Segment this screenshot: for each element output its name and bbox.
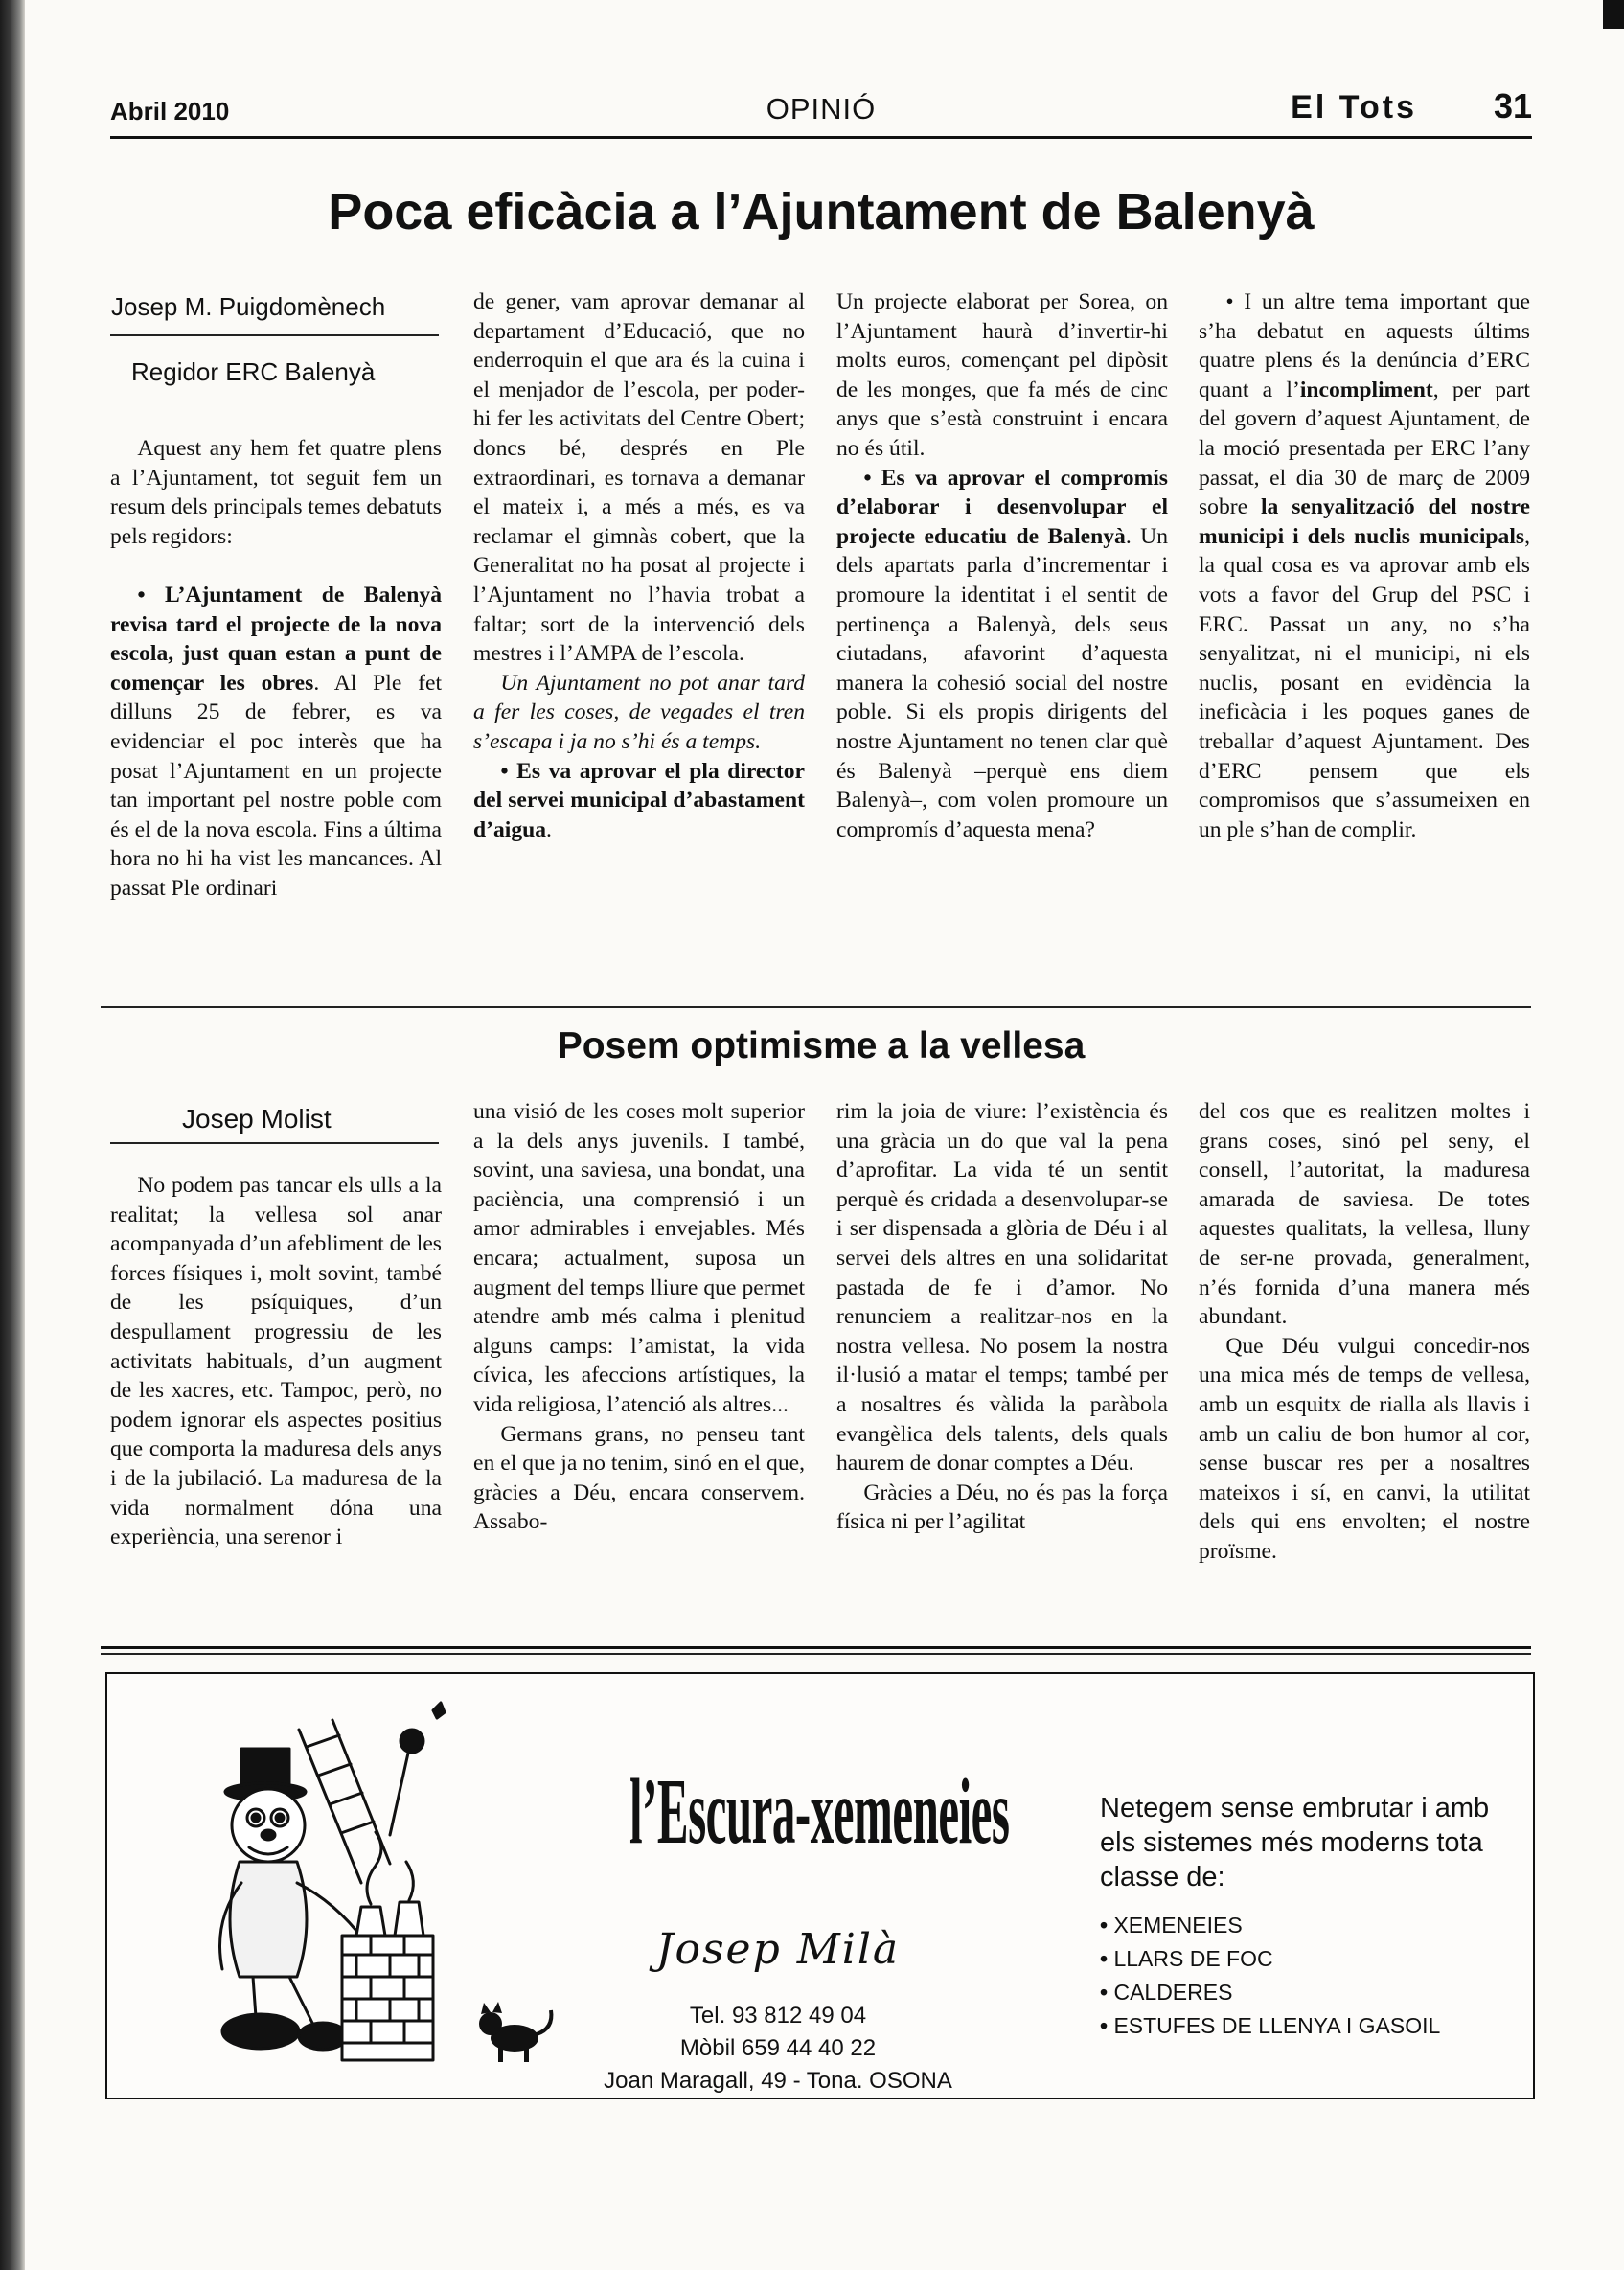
article2-column-1 xyxy=(110,1171,442,1552)
article-divider xyxy=(101,1006,1531,1008)
article1-water-text: Un projecte elaborat per Sorea, on l’Ajuntament haurà d’invertir-hi molts euros, començant pel dipòsit de les monges, que fa més de cinc anys que s’està construint i encara no és útil. xyxy=(836,289,1168,461)
service-item: • CALDERES xyxy=(1100,1976,1512,2009)
article1-paragraph-signage xyxy=(1199,287,1530,844)
article2-author-rule xyxy=(110,1142,439,1144)
article2-title: Posem optimisme a la vellesa xyxy=(557,1025,1086,1066)
article1-column-3 xyxy=(836,287,1168,844)
article2-paragraph-1a: No podem pas tancar els ulls a la realitat; la vellesa sol anar acompanyada d’un afebliment de les forces físiques i, molt sovint, també de les psíquiques, d’un despullament progressiu de les activitats habituals, d’un augment de les xacres, etc. Tampoc, però, no podem ignorar els aspectes positius que comporta la maduresa dels anys i de la jubilació. La maduresa de la vida normalment dóna una experiència, una serenor i xyxy=(110,1173,442,1550)
article2-paragraph-3a: Gràcies a Déu, no és pas la força física ni per l’agilitat xyxy=(836,1479,1168,1535)
article1-column-1 xyxy=(110,434,442,551)
article2-author: Josep Molist xyxy=(182,1104,332,1134)
article2-paragraph-1b: una visió de les coses molt superior a la dels anys juvenils. I també, sovint, una saviesa, una bondat, una paciència, una comprensió i un amor admirables i envejables. Més encara; actualment, suposa un augment del temps lliure que permet atendre amb més calma i plenitud alguns camps: l’amistat, la vida cívica, les afeccions artístiques, la vida religiosa, l’atenció als altres... xyxy=(473,1099,805,1417)
ad-divider-top xyxy=(101,1646,1531,1649)
article2-column-3 xyxy=(836,1097,1168,1537)
page-header xyxy=(110,86,1532,139)
chimney-sweep-illustration xyxy=(165,1691,481,2084)
advertisement-phone: Tel. 93 812 49 04 xyxy=(689,2003,867,2029)
advertisement-mobile: Mòbil 659 44 40 22 xyxy=(679,2035,877,2061)
article1-education-heading: • Es va aprovar el compromís d’elaborar i desenvolupar el projecte educatiu de Balenyà xyxy=(836,465,1168,549)
article1-paragraph-intro: Aquest any hem fet quatre plens a l’Ajuntament, tot seguit fem un resum dels principals temes debatuts pels regidors: xyxy=(110,436,442,549)
article1-education-text: . Un dels apartats parla d’incrementar i promoure la identitat i el sentit de pertinença a Balenyà, dels seus ciutadans, afavorint d’aquesta manera la cohesió social del nostre poble. Si els propis dirigents del nostre Ajuntament no tenen clar què és Balenyà –perquè ens diem Balenyà–, com volen promoure un compromís d’aquesta mena? xyxy=(836,523,1168,842)
advertisement-brand-name: l’Escura-xemeneies xyxy=(629,1760,1010,1864)
ad-divider-bottom xyxy=(101,1653,1531,1655)
article2-column-2 xyxy=(473,1097,805,1537)
article2-paragraph-2a: Germans grans, no penseu tant en el que ja no tenim, sinó en el que, gràcies a Déu, encara conservem. Assabo- xyxy=(473,1421,805,1535)
service-item: • LLARS DE FOC xyxy=(1100,1942,1512,1976)
article1-signage-text-a: • I un altre tema important que s’ha debatut en aquests últims quatre plens és la denúncia d’ERC quant a l’ xyxy=(1199,289,1530,402)
article1-signage-text-b: , per part del govern d’aquest Ajuntament, de la moció presentada per ERC l’any passat, el dia 30 de març de 2009 sobre xyxy=(1199,377,1530,520)
advertisement-contact xyxy=(519,2000,1037,2098)
advertisement-box xyxy=(105,1672,1535,2099)
article1-paragraph-water: • Es va aprovar el pla director del servei municipal d’abastament d’aigua. xyxy=(473,758,805,842)
page-corner-mark xyxy=(1603,0,1624,29)
header-page-number: 31 xyxy=(1493,86,1532,126)
header-date: Abril 2010 xyxy=(110,97,230,126)
advertisement-service-list xyxy=(1100,1909,1512,2043)
article1-signage-bold-a: incompliment xyxy=(1299,377,1433,402)
article1-paragraph-school xyxy=(110,581,442,904)
header-magazine-name: El Tots xyxy=(1291,89,1417,126)
article1-paragraph-education xyxy=(836,464,1168,845)
article1-column-2 xyxy=(473,287,805,844)
article1-water-heading: • Es va aprovar el pla director del servei municipal d’abastament d’aigua xyxy=(473,758,805,842)
advertisement-slogan: Netegem sense embrutar i amb els sistemes més moderns tota classe de: xyxy=(1100,1793,1490,1892)
article2-paragraph-3b: del cos que es realitzen moltes i grans coses, sinó pel seny, el consell, l’autoritat, la maduresa amarada de saviesa. De totes aquestes qualitats, la vellesa, lluny de ser-ne provada, generalment, n’és fornida d’una manera més abundant. xyxy=(1199,1099,1530,1330)
article1-author-rule xyxy=(110,334,439,336)
article2-paragraph-2b: rim la joia de viure: l’existència és una gràcia un do que val la pena d’aprofitar. La vida té un sentit perquè és cridada a desenvolupar-se i ser dispensada a glòria de Déu i al servei dels altres en una solidaritat pastada de fe i d’amor. No renunciem a realitzar-nos en la nostra vellesa. No posem la nostra il·lusió a matar el temps; també per a nosaltres és vàlida la paràbola evangèlica dels talents, dels quals haurem de donar comptes a Déu. xyxy=(836,1099,1168,1477)
page-binding-shadow xyxy=(0,0,25,2270)
advertisement-signature: Josep Milà xyxy=(655,1925,901,1974)
article1-signage-bold-b: la senyalització del nostre municipi i dels nuclis municipals xyxy=(1199,494,1530,549)
header-section: OPINIÓ xyxy=(766,92,877,126)
service-item: • XEMENEIES xyxy=(1100,1909,1512,1942)
article1-signage-text-c: , la qual cosa es va aprovar amb els vots a favor del Grup del PSC i ERC. Passat un any, no s’ha senyalitzat, ni el municipi, ni els nuclis, posant en evidència la ineficàcia i les poques ganes de treballar d’aquest Ajuntament. Des d’ERC pensem que els compromisos que s’assumeixen en un ple s’han de complir. xyxy=(1199,523,1530,842)
article1-column-4 xyxy=(1199,287,1530,844)
article1-italic-text: Un Ajuntament no pot anar tard a fer les coses, de vegades el tren s’escapa i ja no s’hi és a temps. xyxy=(473,670,805,754)
article1-author: Josep M. Puigdomènech xyxy=(111,292,386,321)
article2-column-4 xyxy=(1199,1097,1530,1567)
article1-title: Poca eficàcia a l’Ajuntament de Balenyà xyxy=(328,183,1315,241)
advertisement-address: Joan Maragall, 49 - Tona. OSONA xyxy=(604,2068,952,2094)
article1-school-text-b: de gener, vam aprovar demanar al departament d’Educació, que no enderroquin el que ara és la cuina i el menjador de l’escola, per poder-hi fer les activitats del Centre Obert; doncs bé, després en Ple extraordinari, es tornava a demanar el mateix i, a més a més, es va reclamar el gimnàs cobert, que la Generalitat no ha posat al projecte i l’Ajuntament no l’havia trobat a faltar; sort de la intervenció dels mestres i l’AMPA de l’escola. xyxy=(473,289,805,667)
article1-school-heading: • L’Ajuntament de Balenyà revisa tard el projecte de la nova escola, just quan estan a punt de començar les obres xyxy=(110,583,442,696)
article1-school-text-a: . Al Ple fet dilluns 25 de febrer, es va evidenciar el poc interès que ha posat l’Ajuntament en un projecte tan important pel nostre poble com és el de la nova escola. Fins a última hora no hi ha vist les mancances. Al passat Ple ordinari xyxy=(110,670,442,901)
article1-author-role: Regidor ERC Balenyà xyxy=(131,357,376,386)
article1-column-1b xyxy=(110,581,442,959)
article1-paragraph-italic xyxy=(473,669,805,757)
service-item: • ESTUFES DE LLENYA I GASOIL xyxy=(1100,2009,1512,2043)
article2-paragraph-4: Que Déu vulgui concedir-nos una mica més de temps de vellesa, amb un esquitx de rialla als llavis i amb un caliu de bon humor al cor, sense buscar res per a nosaltres mateixos i sí, en canvi, la utilitat dels qui ens envolten; el nostre proïsme. xyxy=(1199,1333,1530,1564)
